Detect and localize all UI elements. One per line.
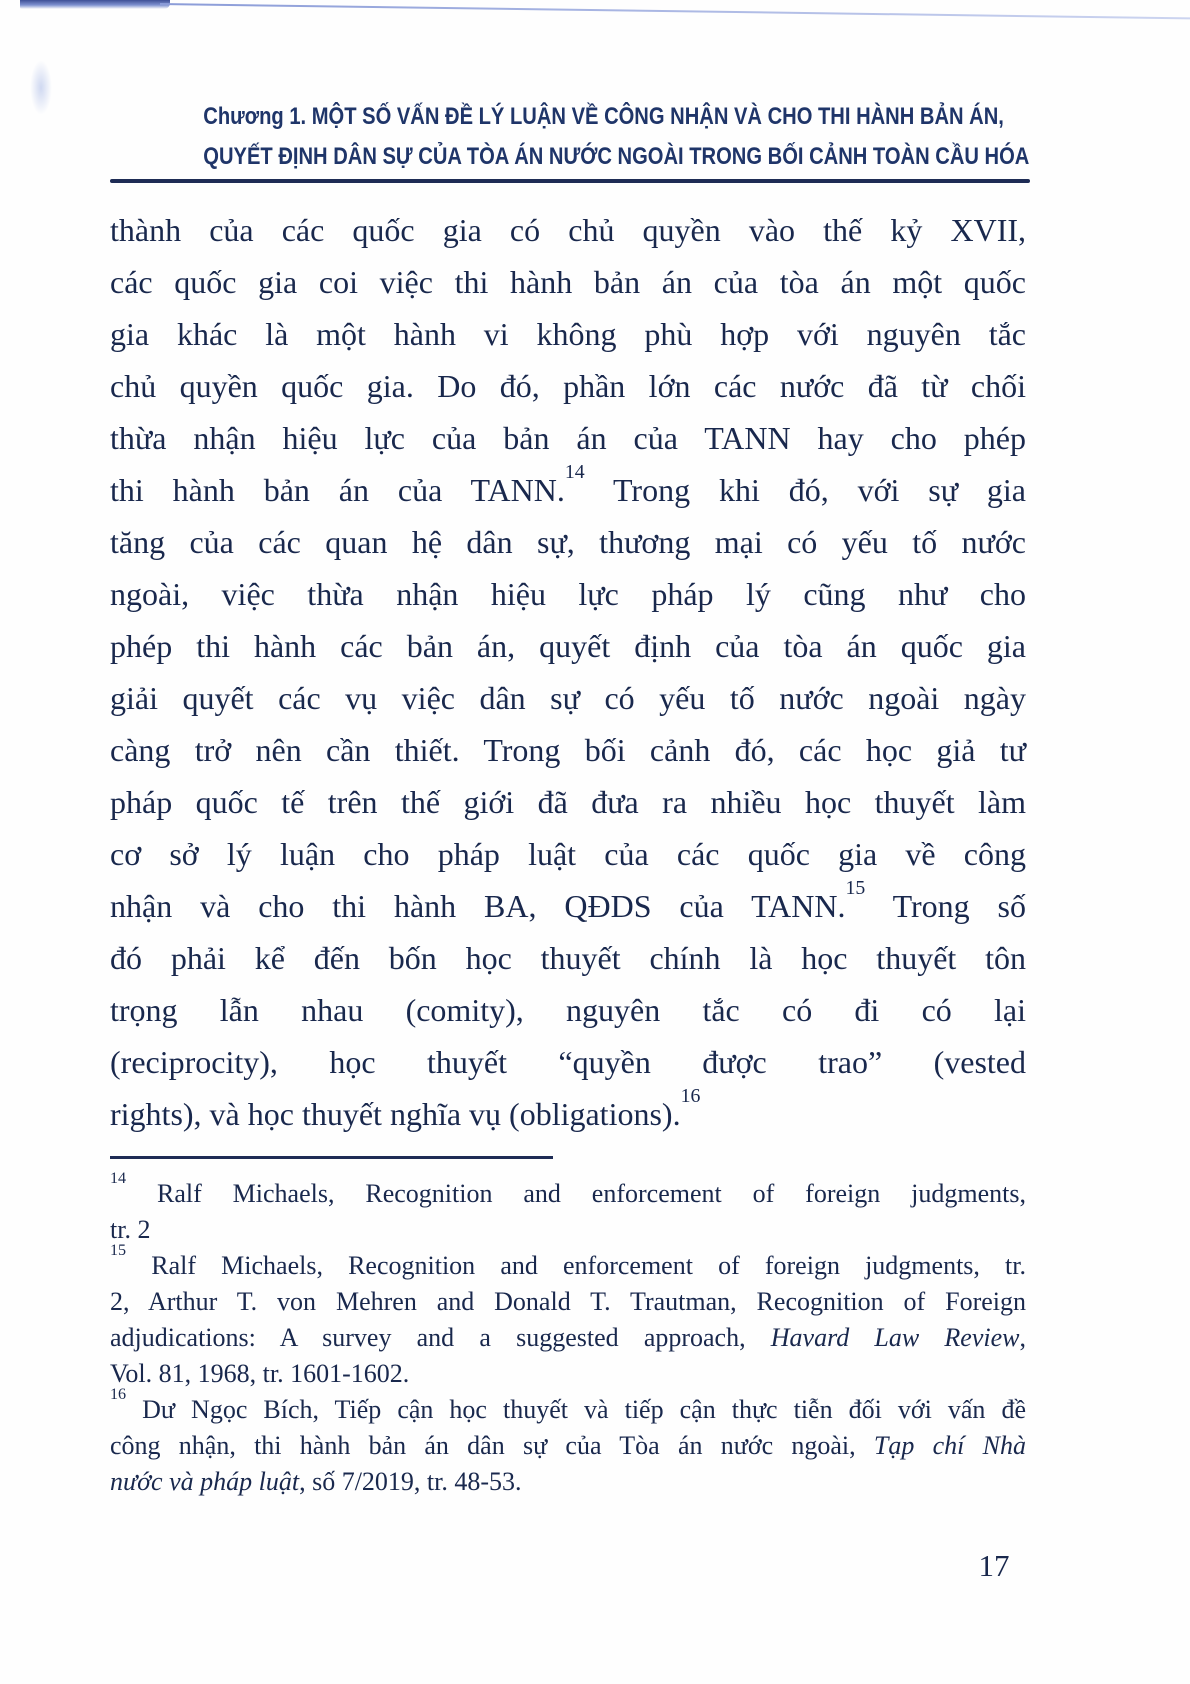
text-segment: ngoài, việc thừa nhận hiệu lực pháp lý cũng như cho	[110, 576, 1026, 612]
body-text-line	[110, 568, 1026, 620]
text-segment: trọng lẫn nhau (comity), nguyên tắc có đi có lại	[110, 992, 1026, 1028]
body-text-line	[110, 256, 1026, 308]
text-segment: thi hành bản án của TANN.	[110, 472, 565, 508]
text-segment: tăng của các quan hệ dân sự, thương mại có yếu tố nước	[110, 524, 1026, 560]
body-text-line	[110, 620, 1026, 672]
footnote-line	[110, 1212, 1026, 1248]
footnote-line	[110, 1242, 1026, 1284]
footnote-line	[110, 1428, 1026, 1464]
text-segment: chủ quyền quốc gia. Do đó, phần lớn các nước đã từ chối	[110, 368, 1026, 404]
text-segment: Vol. 81, 1968, tr. 1601-1602.	[110, 1359, 410, 1388]
footnotes-block	[110, 1170, 1026, 1500]
text-segment: công nhận, thi hành bản án dân sự của Tòa án nước ngoài,	[110, 1431, 874, 1460]
italic-text: Tạp chí Nhà	[873, 1431, 1026, 1460]
body-text-line	[110, 1036, 1026, 1088]
header-rule	[110, 179, 1030, 183]
footnote-ref: 15	[110, 1242, 127, 1260]
scan-edge-artifact	[20, 0, 170, 9]
text-segment: adjudications: A survey and a suggested approach,	[110, 1323, 771, 1352]
text-segment: Ralf Michaels, Recognition and enforcement of foreign judgments,	[126, 1179, 1026, 1208]
italic-text: nước và pháp luật	[110, 1467, 300, 1496]
footnote-line	[110, 1284, 1026, 1320]
text-segment: rights), và học thuyết nghĩa vụ (obligations).	[110, 1096, 681, 1132]
body-text-line	[110, 412, 1026, 464]
body-text-line	[110, 516, 1026, 568]
page-number: 17	[978, 1548, 1010, 1583]
text-segment: Trong số	[865, 888, 1026, 924]
text-segment: nhận và cho thi hành BA, QĐDS của TANN.	[110, 888, 846, 924]
footnote-14	[110, 1170, 1026, 1248]
footnote-ref: 15	[845, 877, 866, 900]
body-text-line	[110, 776, 1026, 828]
text-segment: phép thi hành các bản án, quyết định của tòa án quốc gia	[110, 628, 1026, 664]
body-paragraph	[110, 204, 1026, 1140]
text-segment: 2, Arthur T. von Mehren and Donald T. Trautman, Recognition of Foreign	[110, 1287, 1026, 1316]
footnote-16	[110, 1386, 1026, 1500]
body-text-line	[110, 461, 1027, 516]
text-segment: cơ sở lý luận cho pháp luật của các quốc gia về công	[110, 836, 1026, 872]
body-text-line	[110, 672, 1026, 724]
text-segment: gia khác là một hành vi không phù hợp với nguyên tắc	[110, 316, 1026, 352]
footnote-ref: 14	[564, 461, 585, 484]
chapter-header-line1: Chương 1. MỘT SỐ VẤN ĐỀ LÝ LUẬN VỀ CÔNG NHẬN VÀ CHO THI HÀNH BẢN ÁN,	[203, 103, 1004, 130]
text-segment: tr. 2	[110, 1215, 151, 1244]
body-text-line	[110, 1085, 1026, 1140]
text-segment: ,	[1019, 1323, 1026, 1352]
text-segment: đó phải kể đến bốn học thuyết chính là học thuyết tôn	[110, 940, 1026, 976]
body-text-line	[110, 877, 1026, 932]
text-segment: thừa nhận hiệu lực của bản án của TANN hay cho phép	[110, 420, 1026, 456]
text-segment: giải quyết các vụ việc dân sự có yếu tố nước ngoài ngày	[110, 680, 1026, 716]
scan-edge-line	[160, 3, 1190, 19]
text-segment: (reciprocity), học thuyết “quyền được trao” (vested	[110, 1044, 1026, 1080]
footnote-ref: 16	[680, 1085, 701, 1108]
text-segment: càng trở nên cần thiết. Trong bối cảnh đó, các học giả tư	[110, 732, 1026, 768]
footnote-ref: 16	[110, 1386, 127, 1404]
scan-smudge	[30, 60, 52, 115]
footnote-line	[110, 1320, 1026, 1356]
body-text-line	[110, 204, 1026, 256]
body-text-line	[110, 360, 1026, 412]
body-text-line	[110, 724, 1026, 776]
body-text-line	[110, 984, 1026, 1036]
body-text-line	[110, 308, 1026, 360]
footnote-line	[110, 1464, 1026, 1500]
body-text-line	[110, 828, 1026, 880]
text-segment: Dư Ngọc Bích, Tiếp cận học thuyết và tiếp cận thực tiễn đối với vấn đề	[126, 1395, 1026, 1424]
text-segment: Ralf Michaels, Recognition and enforcement of foreign judgments, tr.	[126, 1251, 1026, 1280]
chapter-header-line2: QUYẾT ĐỊNH DÂN SỰ CỦA TÒA ÁN NƯỚC NGOÀI TRONG BỐI CẢNH TOÀN CẦU HÓA	[203, 143, 1030, 170]
footnote-ref: 14	[110, 1170, 127, 1188]
footnote-line	[110, 1386, 1026, 1428]
chapter-header	[130, 97, 1046, 177]
text-segment: pháp quốc tế trên thế giới đã đưa ra nhiều học thuyết làm	[110, 784, 1026, 820]
text-segment: các quốc gia coi việc thi hành bản án của tòa án một quốc	[110, 264, 1026, 300]
italic-text: Havard Law Review	[770, 1323, 1020, 1352]
footnote-line	[110, 1170, 1026, 1212]
footnote-15	[110, 1242, 1026, 1392]
footnote-line	[110, 1356, 1026, 1392]
footnote-separator	[110, 1156, 553, 1159]
body-text-line	[110, 932, 1026, 984]
text-segment: thành của các quốc gia có chủ quyền vào thế kỷ XVII,	[110, 212, 1026, 248]
text-segment: , số 7/2019, tr. 48-53.	[299, 1467, 522, 1496]
text-segment: Trong khi đó, với sự gia	[584, 472, 1027, 508]
